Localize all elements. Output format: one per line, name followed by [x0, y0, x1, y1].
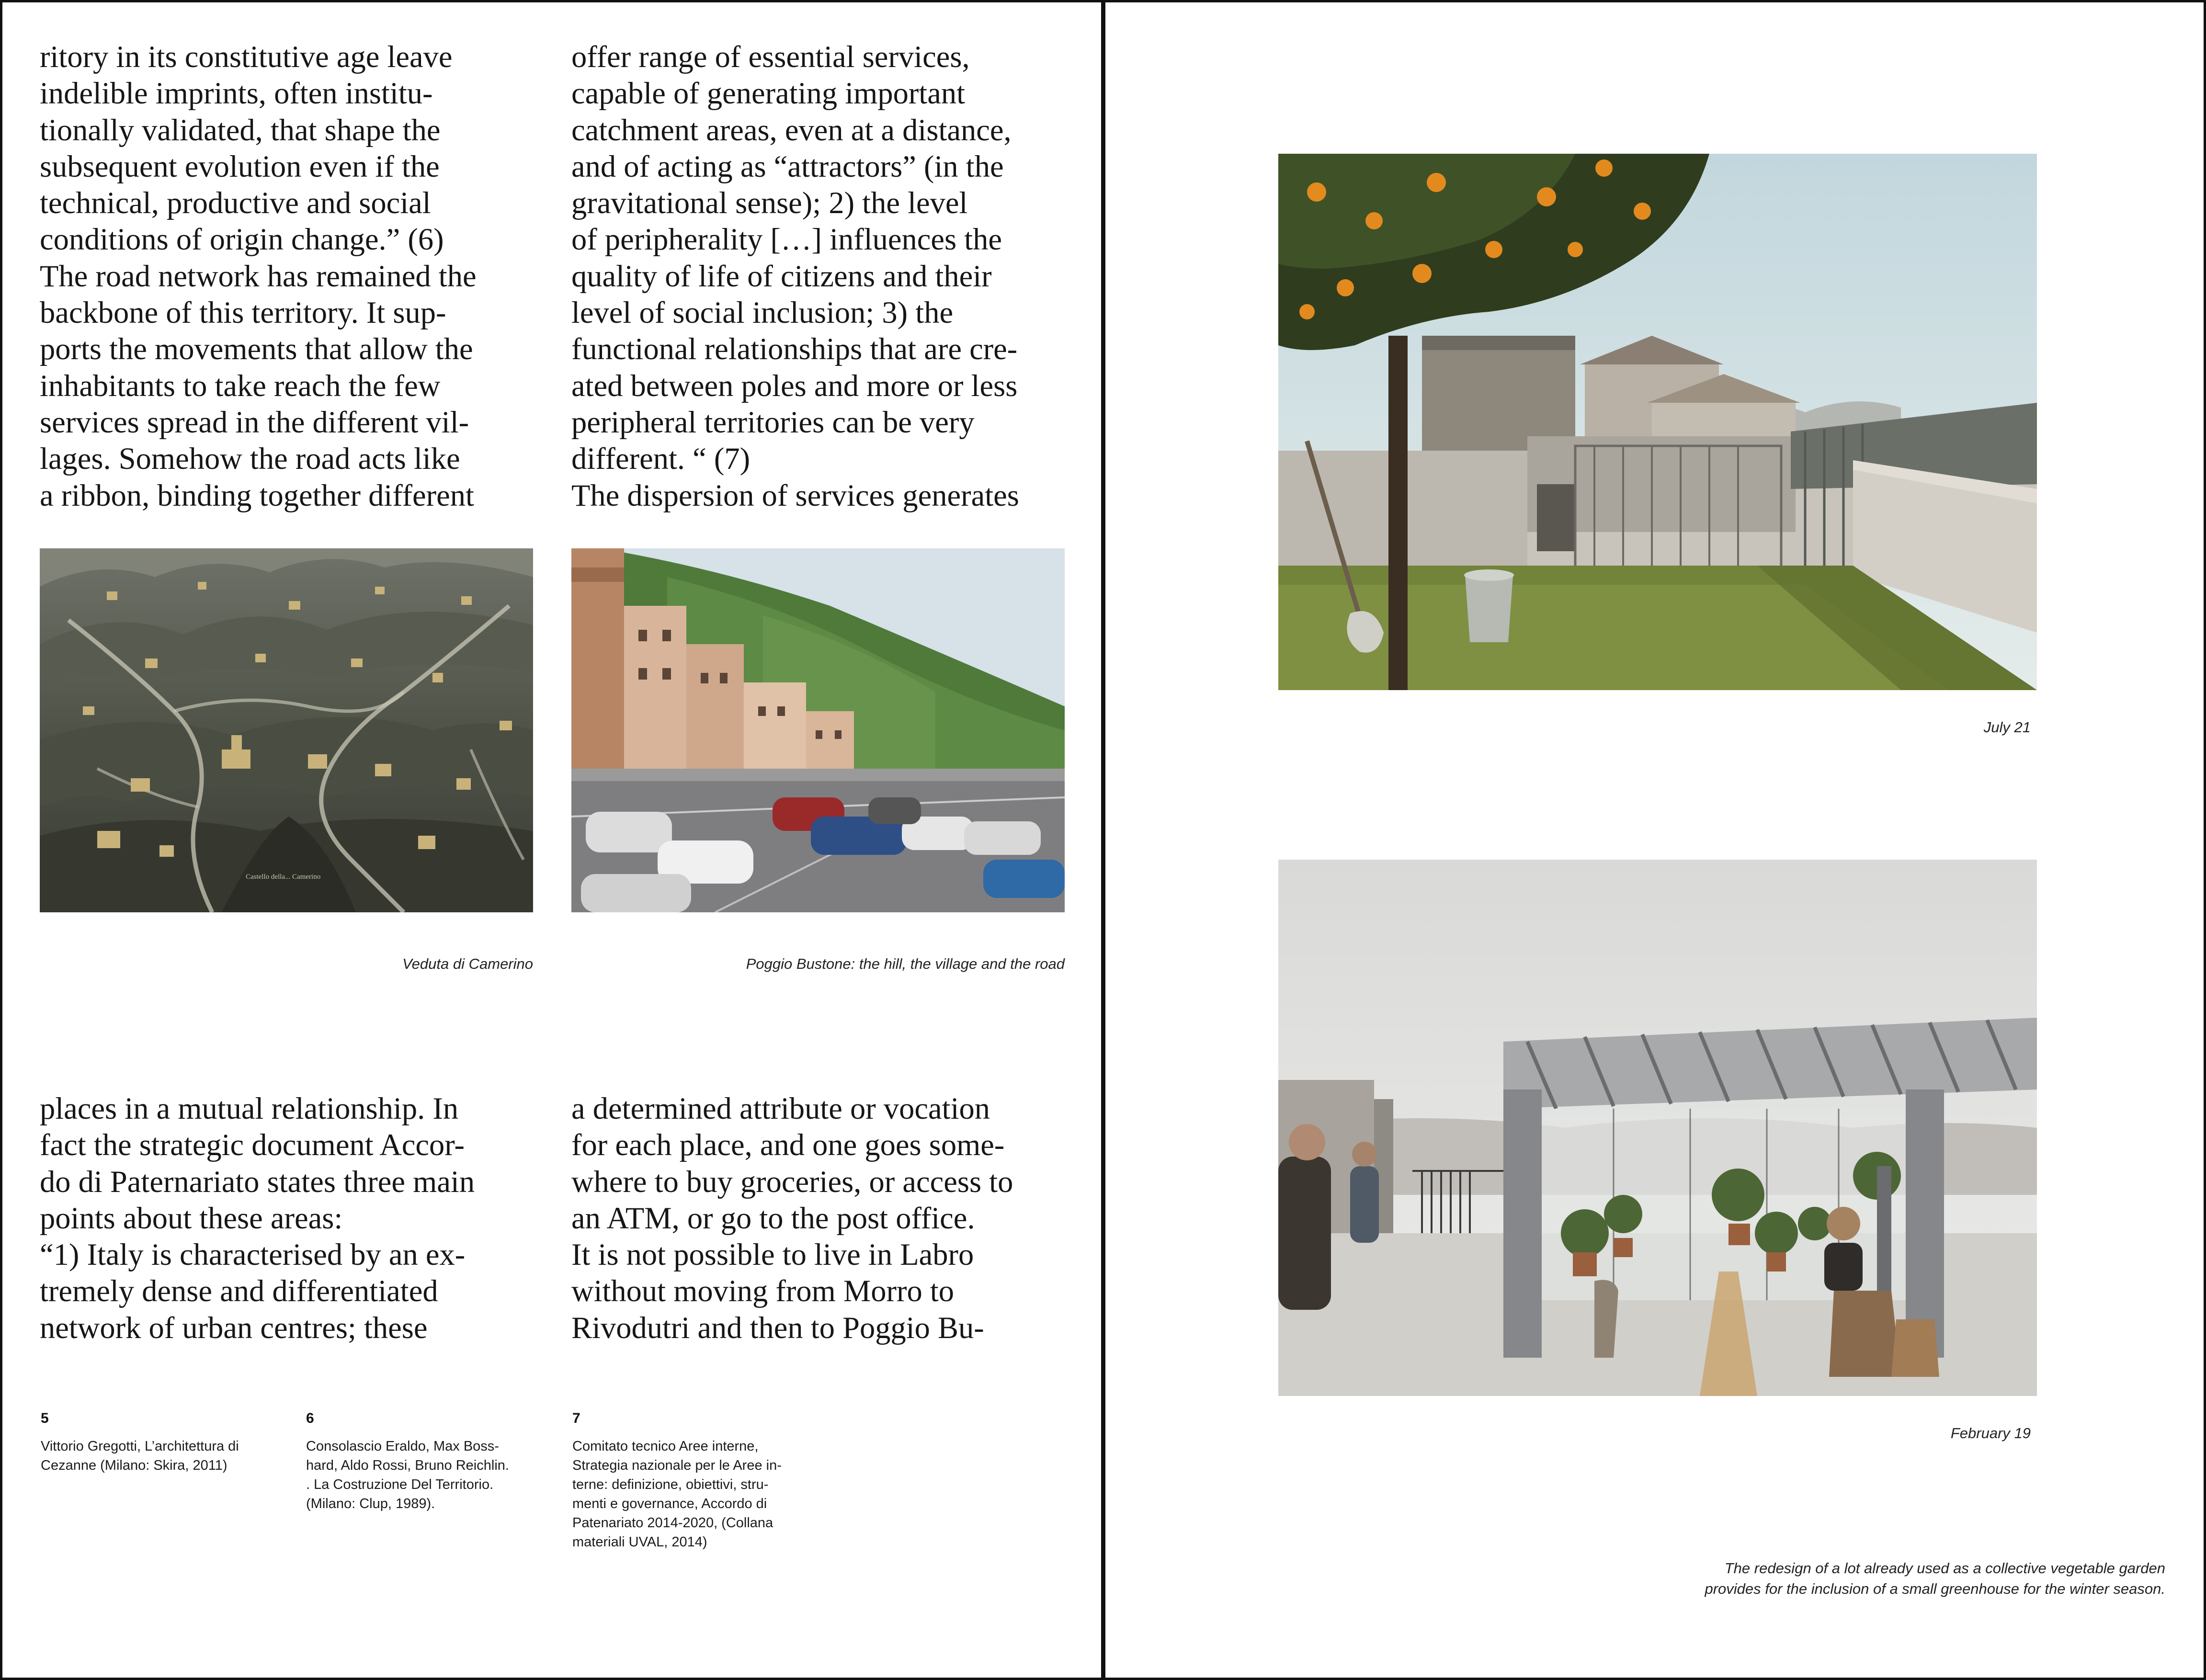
text-line: a ribbon, binding together different	[40, 478, 474, 512]
july-garden-render	[1278, 154, 2037, 690]
text-line: points about these areas:	[40, 1201, 343, 1235]
right-page	[1103, 0, 2206, 1680]
footnote-line: menti e governance, Accordo di	[572, 1496, 767, 1511]
text-line: Rivodutri and then to Poggio Bu-	[571, 1310, 984, 1345]
footnote-line: Patenariato 2014-2020, (Collana	[572, 1515, 773, 1531]
footnote-5-number: 5	[41, 1410, 49, 1426]
column-1-top-text	[40, 39, 543, 514]
text-line: subsequent evolution even if the	[40, 149, 440, 183]
footnote-6-text	[306, 1437, 509, 1513]
footnote-7-text	[572, 1437, 782, 1552]
column-1-bottom-text	[40, 1090, 543, 1346]
caption-line: The redesign of a lot already used as a collective vegetable garden	[1724, 1560, 2165, 1577]
text-line: fact the strategic document Accor-	[40, 1128, 465, 1162]
text-line: The road network has remained the	[40, 259, 477, 293]
text-line: a determined attribute or vocation	[571, 1091, 990, 1125]
text-line: network of urban centres; these	[40, 1310, 428, 1345]
text-line: catchment areas, even at a distance,	[571, 113, 1012, 147]
veduta-di-camerino-painting	[40, 548, 533, 912]
text-line: conditions of origin change.” (6)	[40, 222, 444, 257]
footnote-line: Comitato tecnico Aree interne,	[572, 1439, 759, 1454]
footnote-line: Strategia nazionale per le Aree in-	[572, 1458, 782, 1473]
footnote-line: (Milano: Clup, 1989).	[306, 1496, 435, 1511]
text-line: ritory in its constitutive age leave	[40, 40, 453, 74]
figure-3-caption: July 21	[1983, 719, 2031, 736]
footnote-line: Vittorio Gregotti, L’architettura di	[41, 1439, 239, 1454]
figure-1-caption: Veduta di Camerino	[402, 955, 533, 972]
painting-inscription: Castello della... Camerino	[246, 873, 321, 881]
text-line: peripheral territories can be very	[571, 405, 975, 439]
text-line: It is not possible to live in Labro	[571, 1237, 974, 1272]
text-line: indelible imprints, often institu-	[40, 76, 433, 111]
figure-2-caption: Poggio Bustone: the hill, the village and the road	[746, 955, 1065, 972]
text-line: The dispersion of services generates	[571, 478, 1019, 512]
footnote-line: . La Costruzione Del Territorio.	[306, 1477, 494, 1492]
text-line: different. “ (7)	[571, 442, 750, 476]
text-line: gravitational sense); 2) the level	[571, 186, 968, 220]
footnote-line: Consolascio Eraldo, Max Boss-	[306, 1439, 499, 1454]
text-line: “1) Italy is characterised by an ex-	[40, 1237, 466, 1272]
text-line: without moving from Morro to	[571, 1274, 955, 1308]
text-line: do di Paternariato states three main	[40, 1164, 475, 1199]
footnote-5-text	[41, 1437, 239, 1475]
text-line: tionally validated, that shape the	[40, 113, 441, 147]
text-line: inhabitants to take reach the few	[40, 368, 441, 403]
text-line: backbone of this territory. It sup-	[40, 295, 446, 330]
footnote-line: hard, Aldo Rossi, Bruno Reichlin.	[306, 1458, 509, 1473]
poggio-bustone-photo	[571, 548, 1065, 912]
footnote-6-number: 6	[306, 1410, 314, 1426]
text-line: and of acting as “attractors” (in the	[571, 149, 1004, 183]
text-line: technical, productive and social	[40, 186, 431, 220]
text-line: capable of generating important	[571, 76, 966, 111]
text-line: places in a mutual relationship. In	[40, 1091, 459, 1125]
text-line: lages. Somehow the road acts like	[40, 442, 460, 476]
february-greenhouse-render	[1278, 860, 2037, 1396]
text-line: functional relationships that are cre-	[571, 332, 1018, 366]
column-2-top-text	[571, 39, 1074, 514]
text-line: ated between poles and more or less	[571, 368, 1018, 403]
text-line: level of social inclusion; 3) the	[571, 295, 954, 330]
text-line: an ATM, or go to the post office.	[571, 1201, 975, 1235]
closing-caption	[1705, 1558, 2165, 1599]
text-line: tremely dense and differentiated	[40, 1274, 438, 1308]
text-line: ports the movements that allow the	[40, 332, 473, 366]
text-line: quality of life of citizens and their	[571, 259, 992, 293]
footnote-line: materiali UVAL, 2014)	[572, 1534, 707, 1550]
text-line: of peripherality […] influences the	[571, 222, 1002, 257]
footnote-line: terne: definizione, obiettivi, stru-	[572, 1477, 769, 1492]
footnote-line: Cezanne (Milano: Skira, 2011)	[41, 1458, 227, 1473]
caption-line: provides for the inclusion of a small greenhouse for the winter season.	[1705, 1580, 2165, 1597]
text-line: where to buy groceries, or access to	[571, 1164, 1013, 1199]
text-line: for each place, and one goes some-	[571, 1128, 1005, 1162]
footnote-7-number: 7	[572, 1410, 580, 1426]
figure-4-caption: February 19	[1950, 1425, 2031, 1442]
text-line: services spread in the different vil-	[40, 405, 469, 439]
column-2-bottom-text	[571, 1090, 1074, 1346]
text-line: offer range of essential services,	[571, 40, 970, 74]
